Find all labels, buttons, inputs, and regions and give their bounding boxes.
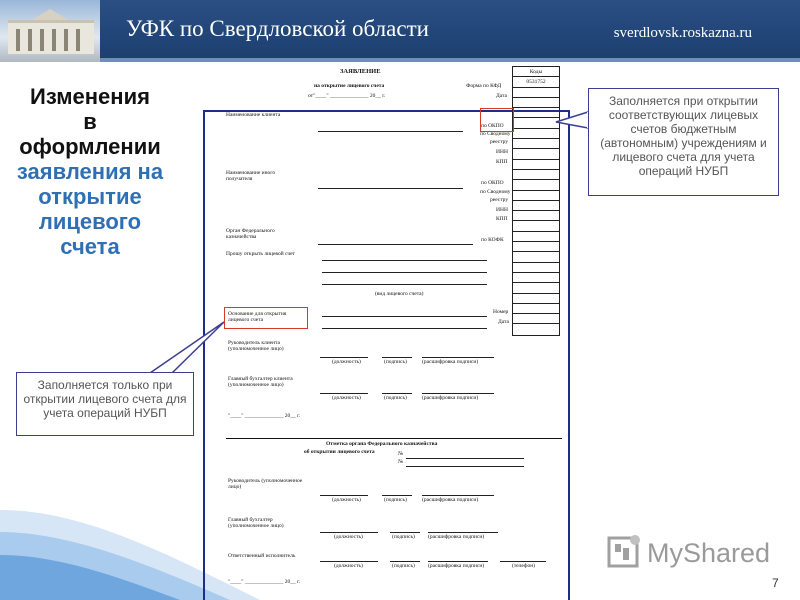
account-type-label: (вид лицевого счета) xyxy=(375,291,424,297)
kpp-label: КПП xyxy=(496,159,508,165)
head2-label: Руководитель (уполномоченное лицо) xyxy=(228,478,303,490)
callout-left xyxy=(16,372,194,436)
form-okud-label: Форма по КФД xyxy=(466,83,502,89)
position-caption: (должность) xyxy=(334,534,363,540)
codes-table xyxy=(512,66,560,336)
slide-title xyxy=(2,84,178,259)
accountant2-label: Главный бухгалтер (уполномоченное лицо) xyxy=(228,517,284,529)
date-label: Дата xyxy=(498,319,509,325)
watermark-text: MyShared xyxy=(647,538,771,568)
mark-title: Отметка органа Федерального казначейства xyxy=(326,441,438,447)
form-subtitle: на открытие лицевого счета xyxy=(314,83,385,89)
header-website[interactable]: sverdlovsk.roskazna.ru xyxy=(613,25,752,41)
page-number: 7 xyxy=(772,576,779,590)
signature-decode-caption: (расшифровка подписи) xyxy=(428,563,485,569)
number-sign: № xyxy=(398,451,404,457)
slide-header xyxy=(0,0,800,62)
application-form xyxy=(200,62,580,600)
registry-label: по Сводному xyxy=(480,189,511,195)
request-label: Прошу открыть лицевой счет xyxy=(226,251,295,257)
signature-caption: (подпись) xyxy=(392,563,415,569)
recipient-label: Наименование иного получателя xyxy=(226,170,276,182)
building-photo xyxy=(0,0,100,62)
myshared-logo-icon xyxy=(605,532,645,572)
basis-highlight xyxy=(224,307,308,329)
signature-caption: (подпись) xyxy=(392,534,415,540)
executor-label: Ответственный исполнитель xyxy=(228,553,296,559)
signature-caption: (подпись) xyxy=(384,359,407,365)
registry-label: реестру xyxy=(490,139,509,145)
form-date-line: от"____" ______________ 20__ г. xyxy=(308,93,386,99)
basis-label: Основание для открытия лицевого счета xyxy=(228,311,287,323)
title-line-accent: заявления на xyxy=(16,159,164,184)
position-caption: (должность) xyxy=(332,497,361,503)
registry-label: по Сводному xyxy=(480,131,511,137)
number-sign: № xyxy=(398,459,404,465)
callout-right xyxy=(588,88,779,196)
inn-label: ИНН xyxy=(496,207,508,213)
header-title: УФК по Свердловской области xyxy=(126,16,429,41)
position-caption: (должность) xyxy=(332,395,361,401)
codes-header: Коды xyxy=(513,67,559,77)
okpo-label: по ОКПО xyxy=(481,180,504,186)
callout-right-text: Заполняется при открытии соответствующих лицевых счетов бюджетным (автономным) учреждениям и лицевого счета для учета операций НУБП xyxy=(600,94,767,178)
title-line: в xyxy=(83,109,97,134)
phone-caption: (телефон) xyxy=(512,563,536,569)
title-line-accent: счета xyxy=(60,234,120,259)
inn-label: ИНН xyxy=(496,149,508,155)
callout-left-text: Заполняется только при открытии лицевого счета для учета операций НУБП xyxy=(23,378,187,420)
date-short: "____" ______________ 20__ г. xyxy=(228,579,301,585)
head-label: Руководитель клиента (уполномоченное лицо) xyxy=(228,340,284,352)
registry-label: реестру xyxy=(490,197,509,203)
kpp-label: КПП xyxy=(496,216,508,222)
okpo-highlight xyxy=(480,108,514,132)
signature-decode-caption: (расшифровка подписи) xyxy=(422,497,479,503)
position-caption: (должность) xyxy=(334,563,363,569)
date-short: "____" ______________ 20__ г. xyxy=(228,413,301,419)
signature-caption: (подпись) xyxy=(384,497,407,503)
signature-caption: (подпись) xyxy=(384,395,407,401)
kofk-label: по КОФК xyxy=(481,237,504,243)
number-label: Номер xyxy=(493,309,509,315)
codes-value: 0531752 xyxy=(513,77,559,87)
position-caption: (должность) xyxy=(332,359,361,365)
title-line-accent: открытие xyxy=(38,184,142,209)
form-date-label: Дата xyxy=(496,93,507,99)
mark-subtitle: об открытии лицевого счета xyxy=(304,449,375,455)
title-line: оформлении xyxy=(19,134,161,159)
title-line-accent: лицевого xyxy=(38,209,142,234)
client-label: Наименование клиента xyxy=(226,112,281,118)
federal-org-label: Орган Федерального казначейства xyxy=(226,228,275,240)
form-title: ЗАЯВЛЕНИЕ xyxy=(340,68,381,75)
signature-decode-caption: (расшифровка подписи) xyxy=(428,534,485,540)
signature-decode-caption: (расшифровка подписи) xyxy=(422,359,479,365)
accountant-label: Главный бухгалтер клиента (уполномоченное лицо) xyxy=(228,376,293,388)
title-line: Изменения xyxy=(30,84,150,109)
signature-decode-caption: (расшифровка подписи) xyxy=(422,395,479,401)
okpo-label: по ОКПО xyxy=(481,123,504,129)
